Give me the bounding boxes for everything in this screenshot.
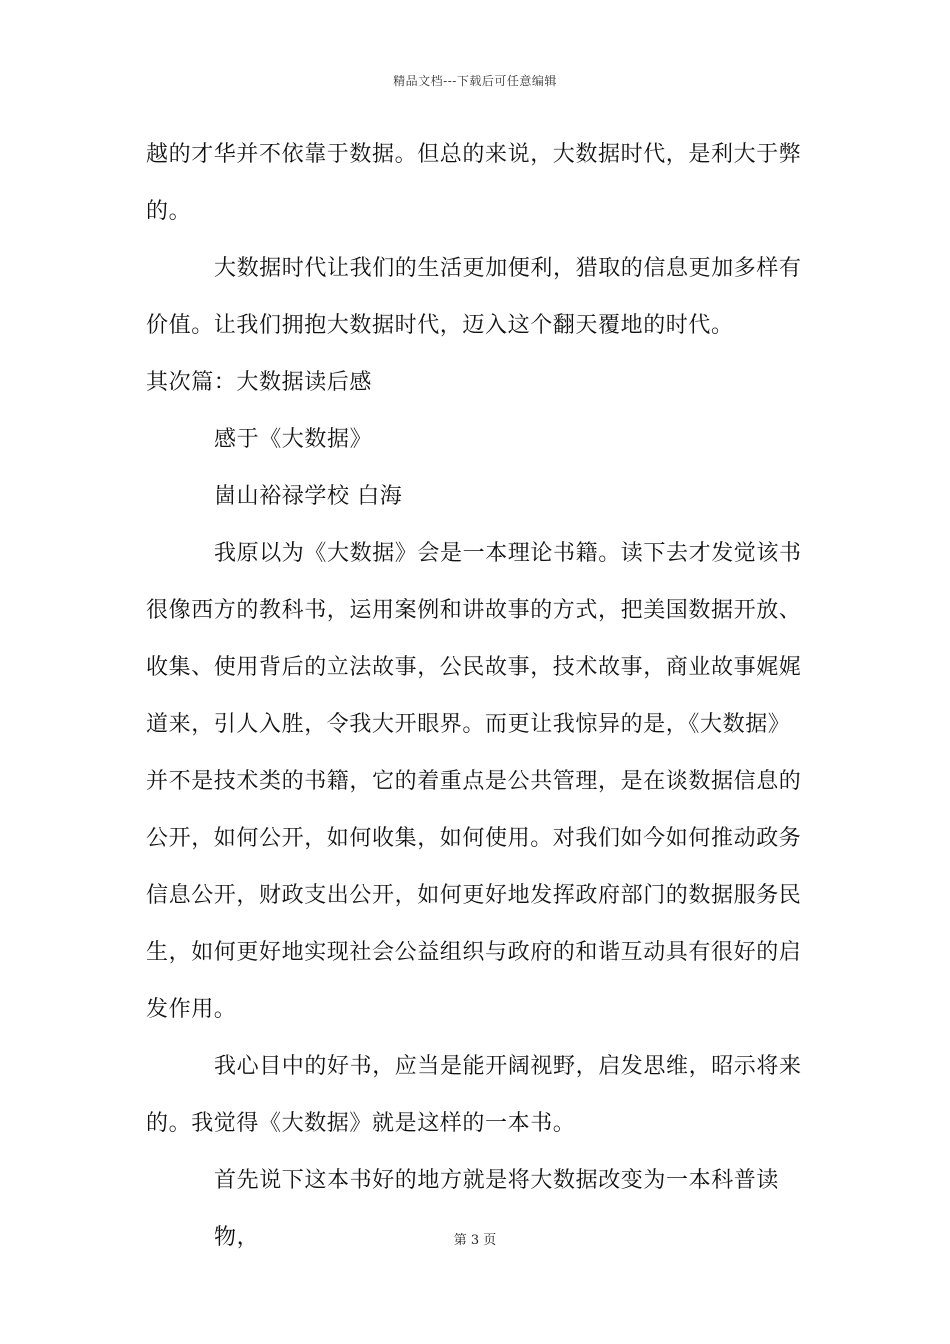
text-line: 价值。让我们拥抱大数据时代，迈入这个翻天覆地的时代。 <box>146 313 734 338</box>
text-line: 越的才华并不依靠于数据。但总的来说，大数据时代，是利大于弊 <box>146 142 802 167</box>
text-line: 大数据时代让我们的生活更加便利，猎取的信息更加多样有 <box>214 256 802 281</box>
text-line: 的。 <box>146 199 192 224</box>
article-title: 感于《大数据》 <box>214 427 373 452</box>
text-line: 我心目中的好书，应当是能开阔视野，启发思维，昭示将来 <box>214 1054 802 1079</box>
text-line: 我原以为《大数据》会是一本理论书籍。读下去才发觉该书 <box>214 541 802 566</box>
document-body <box>146 126 810 1266</box>
page-number: 第 3 页 <box>453 1233 497 1248</box>
text-line: 公开，如何公开，如何收集，如何使用。对我们如今如何推动政务 <box>146 826 802 851</box>
text-line: 很像西方的教科书，运用案例和讲故事的方式，把美国数据开放、 <box>146 598 802 623</box>
text-line: 信息公开，财政支出公开，如何更好地发挥政府部门的数据服务民 <box>146 883 802 908</box>
text-line: 的。我觉得《大数据》就是这样的一本书。 <box>146 1111 576 1136</box>
author-line: 崮山裕禄学校 白海 <box>214 484 403 509</box>
text-line: 首先说下这本书好的地方就是将大数据改变为一本科普读物， <box>214 1168 780 1250</box>
text-line: 道来，引人入胜，令我大开眼界。而更让我惊异的是，《大数据》 <box>146 712 791 737</box>
text-line: 发作用。 <box>146 997 237 1022</box>
page-header: 精品文档---下载后可任意编辑 <box>393 74 557 88</box>
text-line: 生，如何更好地实现社会公益组织与政府的和谐互动具有很好的启 <box>146 940 802 965</box>
section-heading: 其次篇：大数据读后感 <box>146 370 373 395</box>
text-line: 收集、使用背后的立法故事，公民故事，技术故事，商业故事娓娓 <box>146 655 802 680</box>
text-line: 并不是技术类的书籍，它的着重点是公共管理，是在谈数据信息的 <box>146 769 802 794</box>
